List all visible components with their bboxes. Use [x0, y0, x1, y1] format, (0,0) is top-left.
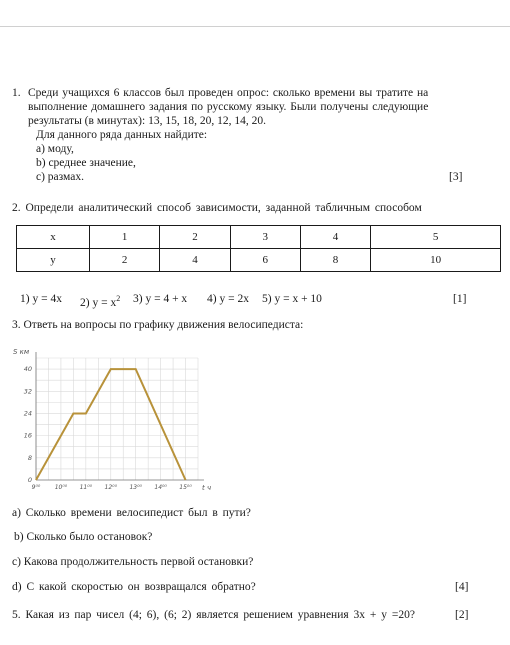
- table-cell: 8: [300, 249, 370, 272]
- q5-score: [2]: [455, 609, 469, 621]
- x-tick-label: 12⁰⁰: [104, 484, 117, 491]
- table-cell: 2: [160, 226, 230, 249]
- chart-y-axis-label: S км: [13, 348, 30, 356]
- table-header-x: x: [17, 226, 90, 249]
- x-tick-label: 13⁰⁰: [129, 484, 142, 491]
- x-tick-label: 15⁰⁰: [179, 484, 192, 491]
- q2-option-5: 5) y = x + 10: [262, 293, 322, 305]
- q5-text: 5. Какая из пар чисел (4; 6), (6; 2) является решением уравнения 3x + y =20?: [12, 609, 415, 621]
- q2-option-1: 1) y = 4x: [20, 293, 62, 305]
- q1-item-b: b) среднее значение,: [36, 157, 136, 169]
- q1-score: [3]: [449, 171, 463, 183]
- q1-line1: Среди учащихся 6 классов был проведен опрос: сколько времени вы тратите на: [28, 87, 429, 99]
- table-cell: 10: [371, 249, 501, 272]
- table-cell: 6: [230, 249, 300, 272]
- y-tick-label: 16: [23, 431, 32, 440]
- q2-title: 2. Определи аналитический способ зависимости, заданной табличным способом: [12, 202, 422, 214]
- table-header-y: y: [17, 249, 90, 272]
- table-cell: 2: [90, 249, 160, 272]
- y-tick-label: 24: [23, 409, 32, 418]
- q3-title: 3. Ответь на вопросы по графику движения велосипедиста:: [12, 319, 304, 331]
- q2-table: [16, 225, 501, 272]
- q3-score: [4]: [455, 581, 469, 593]
- table-cell: 1: [90, 226, 160, 249]
- chart-x-axis-label: t ч: [202, 484, 212, 492]
- chart-x-ticks: [32, 484, 193, 491]
- y-tick-label: 8: [27, 453, 32, 462]
- table-cell: 4: [160, 249, 230, 272]
- x-tick-label: 11⁰⁰: [79, 484, 93, 491]
- chart-grid: [36, 358, 198, 480]
- q1-item-a: a) моду,: [36, 143, 74, 155]
- q2-option-3: 3) y = 4 + x: [133, 293, 188, 305]
- y-tick-label: 0: [27, 476, 32, 484]
- q3-question-d: d) С какой скоростью он возвращался обратно?: [12, 581, 256, 593]
- y-tick-label: 32: [23, 387, 32, 396]
- table-cell: 5: [371, 226, 501, 249]
- q1-task: Для данного ряда данных найдите:: [36, 129, 208, 141]
- y-tick-label: 40: [23, 365, 32, 374]
- q2-option-2: 2) $y = x^2$: [80, 294, 121, 309]
- table-cell: 3: [230, 226, 300, 249]
- x-tick-label: 14⁰⁰: [154, 484, 167, 491]
- q1-line2: выполнение домашнего задания по русскому языку. Были получены следующие: [28, 101, 429, 113]
- top-bar: [0, 0, 510, 27]
- q1-line3: результаты (в минутах): 13, 15, 18, 20, 12, 14, 20.: [28, 115, 266, 127]
- q3-question-c: c) Какова продолжительность первой остановки?: [12, 556, 254, 568]
- q1-item-c: c) размах.: [36, 171, 84, 183]
- x-tick-label: 9⁰⁰: [31, 484, 41, 491]
- table-cell: 4: [300, 226, 370, 249]
- q3-question-a: a) Сколько времени велосипедист был в пути?: [12, 507, 251, 519]
- table-row-x: [17, 226, 501, 249]
- q2-option-2-exponent: 2: [116, 294, 121, 303]
- q2-option-4: 4) y = 2x: [207, 293, 249, 305]
- chart-y-ticks: [24, 365, 32, 484]
- q3-question-b: b) Сколько было остановок?: [14, 531, 153, 543]
- table-row-y: [17, 249, 501, 272]
- cyclist-chart: [10, 346, 220, 498]
- q1-number: 1.: [12, 87, 21, 99]
- q2-score: [1]: [453, 293, 467, 305]
- x-tick-label: 10⁰⁰: [54, 484, 68, 491]
